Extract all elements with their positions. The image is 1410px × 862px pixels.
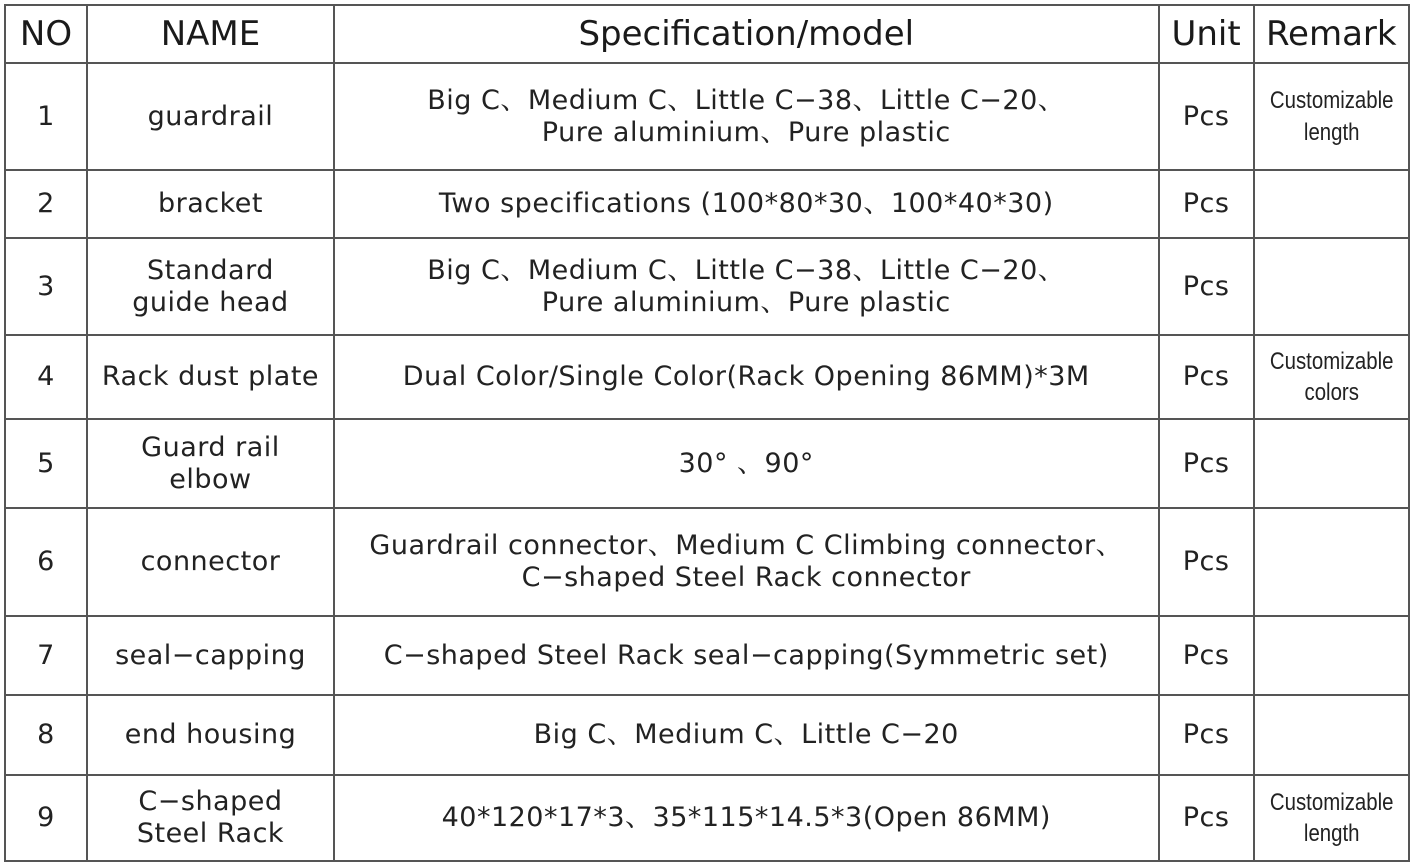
cell-name: connector — [87, 508, 334, 616]
table-row — [5, 616, 1409, 695]
cell-no: 3 — [5, 238, 87, 335]
cell-spec: Dual Color/Single Color(Rack Opening 86MM)*3M — [334, 335, 1159, 419]
cell-remark — [1254, 775, 1409, 861]
product-spec-table — [4, 4, 1410, 862]
cell-remark — [1254, 695, 1409, 775]
cell-name: Standard guide head — [87, 238, 334, 335]
remark-text: Customizable length — [1269, 87, 1394, 146]
table-row — [5, 695, 1409, 775]
cell-spec: Two specifications (100*80*30、100*40*30) — [334, 170, 1159, 238]
table-row — [5, 775, 1409, 861]
header-no: NO — [5, 5, 87, 63]
table-row — [5, 238, 1409, 335]
cell-no: 4 — [5, 335, 87, 419]
cell-unit: Pcs — [1159, 335, 1254, 419]
cell-no: 9 — [5, 775, 87, 861]
cell-name: end housing — [87, 695, 334, 775]
cell-name: C−shaped Steel Rack — [87, 775, 334, 861]
cell-name: Rack dust plate — [87, 335, 334, 419]
cell-no: 2 — [5, 170, 87, 238]
table-row — [5, 419, 1409, 508]
cell-unit: Pcs — [1159, 775, 1254, 861]
cell-unit: Pcs — [1159, 508, 1254, 616]
cell-spec: 30° 、90° — [334, 419, 1159, 508]
cell-spec: Big C、Medium C、Little C−20 — [334, 695, 1159, 775]
cell-unit: Pcs — [1159, 695, 1254, 775]
cell-remark — [1254, 616, 1409, 695]
cell-remark — [1254, 419, 1409, 508]
cell-no: 8 — [5, 695, 87, 775]
cell-spec: Big C、Medium C、Little C−38、Little C−20、 Pure aluminium、Pure plastic — [334, 63, 1159, 170]
table-row — [5, 63, 1409, 170]
cell-unit: Pcs — [1159, 170, 1254, 238]
cell-name: seal−capping — [87, 616, 334, 695]
cell-no: 1 — [5, 63, 87, 170]
header-row — [5, 5, 1409, 63]
cell-remark — [1254, 508, 1409, 616]
cell-name: guardrail — [87, 63, 334, 170]
cell-remark — [1254, 63, 1409, 170]
table-row — [5, 335, 1409, 419]
table-row — [5, 508, 1409, 616]
header-remark: Remark — [1254, 5, 1409, 63]
table-row — [5, 170, 1409, 238]
cell-no: 6 — [5, 508, 87, 616]
header-unit: Unit — [1159, 5, 1254, 63]
cell-unit: Pcs — [1159, 616, 1254, 695]
header-name: NAME — [87, 5, 334, 63]
cell-spec: Big C、Medium C、Little C−38、Little C−20、 Pure aluminium、Pure plastic — [334, 238, 1159, 335]
cell-no: 7 — [5, 616, 87, 695]
cell-remark — [1254, 170, 1409, 238]
cell-remark — [1254, 238, 1409, 335]
cell-spec: 40*120*17*3、35*115*14.5*3(Open 86MM) — [334, 775, 1159, 861]
cell-unit: Pcs — [1159, 63, 1254, 170]
cell-unit: Pcs — [1159, 238, 1254, 335]
cell-remark — [1254, 335, 1409, 419]
cell-no: 5 — [5, 419, 87, 508]
cell-unit: Pcs — [1159, 419, 1254, 508]
cell-name: bracket — [87, 170, 334, 238]
remark-text: Customizable length — [1269, 788, 1394, 847]
remark-text: Customizable colors — [1269, 347, 1394, 406]
cell-spec: Guardrail connector、Medium C Climbing connector、 C−shaped Steel Rack connector — [334, 508, 1159, 616]
header-spec: Specification/model — [334, 5, 1159, 63]
cell-name: Guard rail elbow — [87, 419, 334, 508]
cell-spec: C−shaped Steel Rack seal−capping(Symmetric set) — [334, 616, 1159, 695]
